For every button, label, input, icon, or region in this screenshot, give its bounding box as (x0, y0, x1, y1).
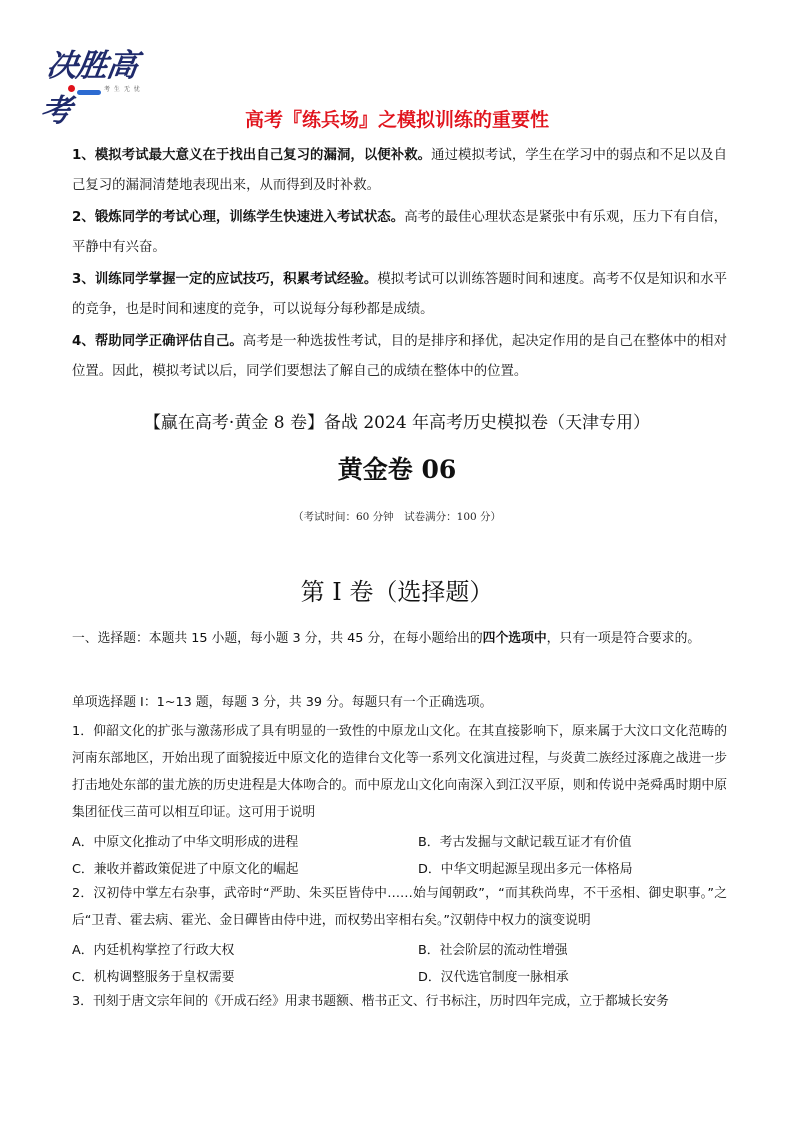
logo-text: 决胜高考 (37, 48, 140, 129)
question-2-option-d: D．汉代选官制度一脉相承 (418, 970, 569, 985)
question-1-option-a: A．中原文化推动了中华文明形成的进程 (72, 835, 299, 850)
point-1-bold: 1、模拟考试最大意义在于找出自己复习的漏洞，以便补救。 (72, 148, 432, 163)
question-2-option-b: B．社会阶层的流动性增强 (418, 943, 568, 958)
section-intro-prefix: 一、选择题：本题共 15 小题，每小题 3 分，共 45 分，在每小题给出的 (72, 631, 483, 646)
logo-dot-red (68, 85, 75, 92)
question-2-stem: 2．汉初侍中掌左右杂事，武帝时“严助、朱买臣皆侍中……始与闻朝政”，“而其秩尚卑，不干丞相、御史职事。”之后“卫青、霍去病、霍光、金日磾皆由侍中进，而权势出宰相右矣。”汉朝侍中权力的演变说明 (72, 886, 727, 928)
section-intro-bold: 四个选项中 (482, 631, 547, 646)
point-4-bold: 4、帮助同学正确评估自己。 (72, 334, 243, 349)
gold-title: 黄金卷 06 (337, 455, 457, 484)
point-4 (72, 327, 727, 387)
point-3-text: 模拟考试可以训练答题时间和速度。高考不仅是知识和水平的竞争，也是时间和速度的竞争，可以说每分每秒都是成绩。 (72, 272, 727, 317)
question-1-option-c: C．兼收并蓄政策促进了中原文化的崛起 (72, 862, 299, 877)
question-1-option-d: D．中华文明起源呈现出多元一体格局 (418, 862, 633, 877)
question-1-stem: 1．仰韶文化的扩张与激荡形成了具有明显的一致性的中原龙山文化。在其直接影响下，原来属于大汶口文化范畴的河南东部地区，开始出现了面貌接近中原文化的造律台文化等一系列文化演进过程，与炎黄二族经过涿鹿之战进一步打击地处东部的蚩尤族的历史进程是大体吻合的。而中原龙山文化向南深入到江汉平原，则和传说中尧舜禹时期中原集团征伐三苗可以相互印证。这可用于说明 (72, 724, 727, 820)
section-intro-suffix: ，只有一项是符合要求的。 (546, 631, 701, 646)
point-2-bold: 2、锻炼同学的考试心理，训练学生快速进入考试状态。 (72, 210, 405, 225)
series-title: 【赢在高考·黄金 8 卷】备战 2024 年高考历史模拟卷（天津专用） (143, 413, 651, 433)
logo-dot-blue (77, 90, 101, 95)
point-3-bold: 3、训练同学掌握一定的应试技巧，积累考试经验。 (72, 272, 378, 287)
section-intro (72, 625, 727, 652)
point-1-text: 通过模拟考试，学生在学习中的弱点和不足以及自己复习的漏洞清楚地表现出来，从而得到及时补救。 (72, 148, 727, 193)
point-1 (72, 141, 727, 201)
point-3 (72, 265, 727, 325)
logo (37, 38, 162, 129)
point-2-text: 高考的最佳心理状态是紧张中有乐观，压力下有自信，平静中有兴奋。 (72, 210, 727, 255)
question-2-option-a: A．内廷机构掌控了行政大权 (72, 943, 235, 958)
exam-time-note: （考试时间：60 分钟 试卷满分：100 分） (292, 511, 502, 523)
part-title: 第 I 卷（选择题） (300, 578, 494, 606)
page-title: 高考『练兵场』之模拟训练的重要性 (244, 109, 549, 131)
question-1-option-b: B．考古发掘与文献记载互证才有价值 (418, 835, 632, 850)
single-choice-note: 单项选择题 I：1~13 题，每题 3 分，共 39 分。每题只有一个正确选项。 (72, 695, 493, 710)
question-3-stem: 3．刊刻于唐文宗年间的《开成石经》用隶书题额、楷书正文、行书标注，历时四年完成，立于都城长安务 (72, 994, 669, 1009)
point-2 (72, 203, 727, 263)
question-2-option-c: C．机构调整服务于皇权需要 (72, 970, 235, 985)
logo-subtitle: 考 生 无 忧 (104, 86, 141, 93)
point-4-text: 高考是一种选拔性考试，目的是排序和择优，起决定作用的是自己在整体中的相对位置。因此，模拟考试以后，同学们要想法了解自己的成绩在整体中的位置。 (72, 334, 727, 379)
